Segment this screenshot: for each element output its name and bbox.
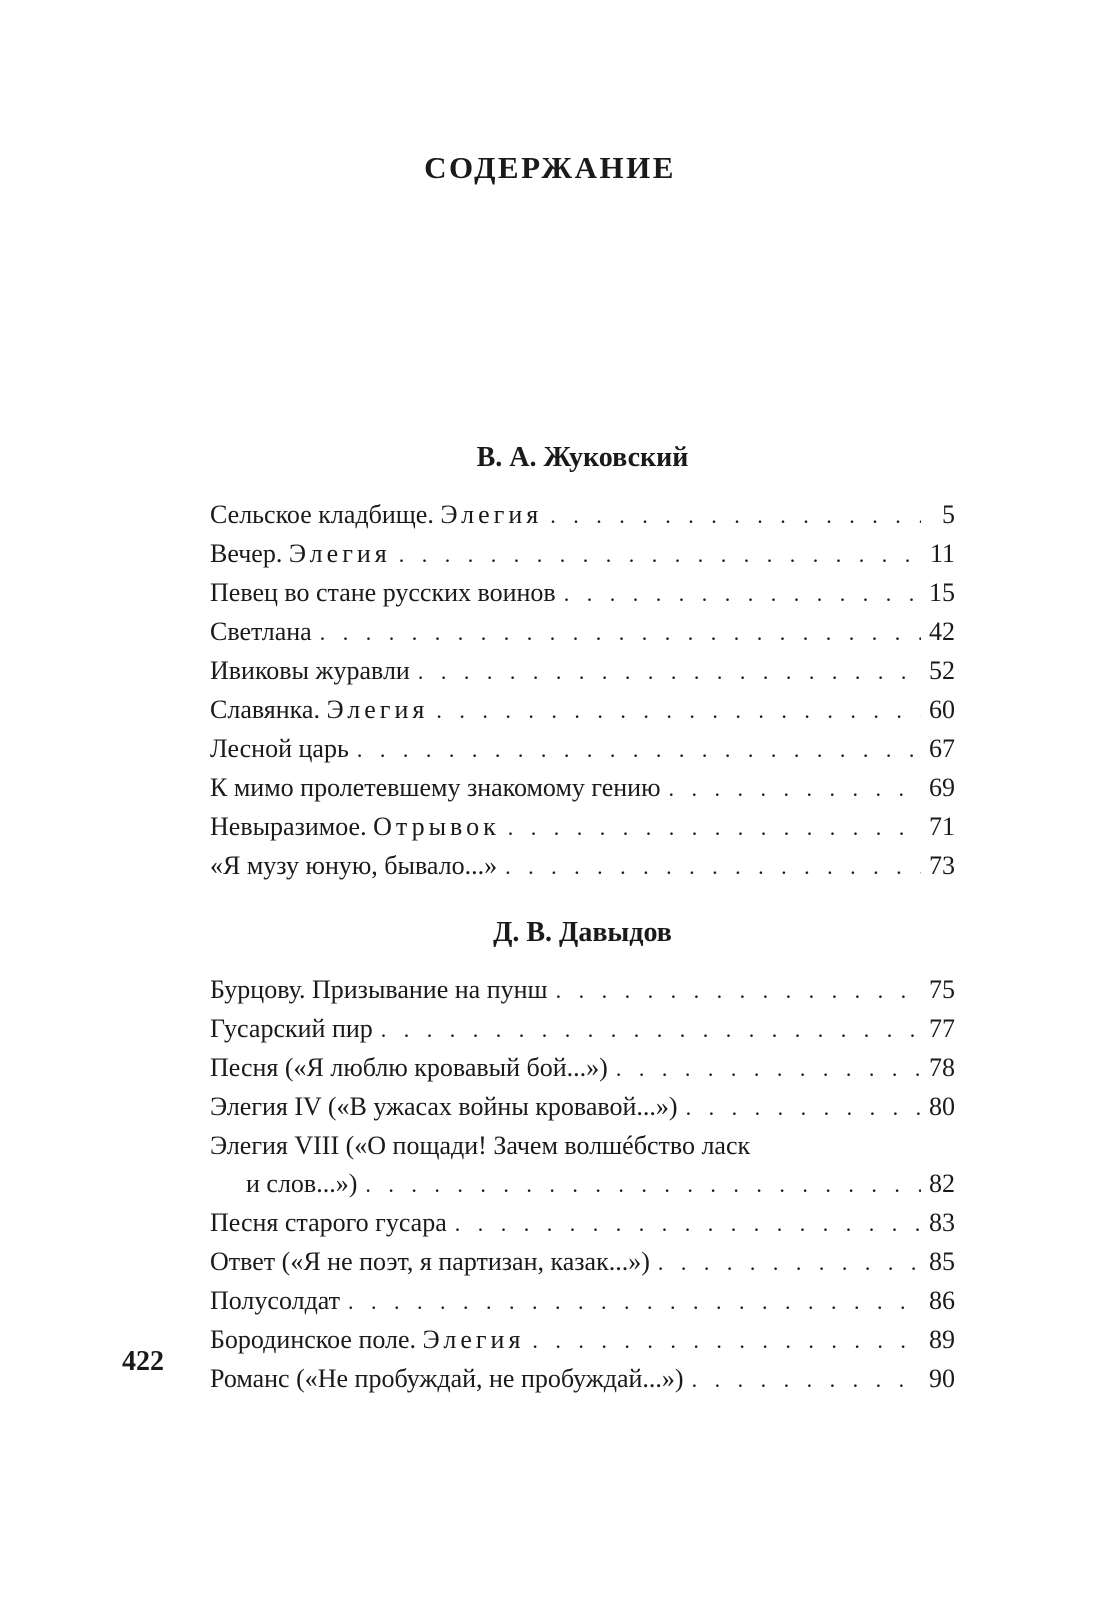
entry-title: Ответ («Я не поэт, я партизан, казак...») bbox=[210, 1247, 650, 1276]
dot-leader bbox=[532, 1322, 921, 1360]
entry-title: Бурцову. Призывание на пунш bbox=[210, 975, 548, 1004]
dot-leader bbox=[436, 692, 921, 730]
entry-title: Гусарский пир bbox=[210, 1014, 373, 1043]
dot-leader bbox=[455, 1205, 921, 1243]
entry-page-number: 42 bbox=[929, 617, 955, 646]
entry-title: Бородинское поле. bbox=[210, 1325, 417, 1354]
entry-title: Ивиковы журавли bbox=[210, 656, 410, 685]
entry-title: Светлана bbox=[210, 617, 312, 646]
entry-page-number: 78 bbox=[929, 1053, 955, 1082]
toc-entry[interactable] bbox=[210, 847, 955, 886]
entry-page-number: 77 bbox=[929, 1014, 955, 1043]
entry-title: Романс («Не пробуждай, не пробуждай...») bbox=[210, 1364, 684, 1393]
entry-title: Невыразимое. bbox=[210, 812, 367, 841]
toc-section-davydov bbox=[210, 914, 955, 1399]
dot-leader bbox=[686, 1089, 921, 1127]
entry-page-number: 60 bbox=[929, 695, 955, 724]
dot-leader bbox=[616, 1050, 921, 1088]
dot-leader bbox=[381, 1011, 921, 1049]
page-title: СОДЕРЖАНИЕ bbox=[424, 150, 676, 185]
toc-entry[interactable] bbox=[210, 1204, 955, 1243]
entry-title: Элегия VIII («О пощади! Зачем волшéбство ласк bbox=[210, 1131, 751, 1160]
entry-title: К мимо пролетевшему знакомому гению bbox=[210, 773, 661, 802]
toc-entry[interactable] bbox=[210, 535, 955, 574]
entry-page-number: 15 bbox=[929, 578, 955, 607]
entry-title-continuation: и слов...») bbox=[246, 1169, 358, 1198]
entry-genre: Элегия bbox=[288, 539, 391, 568]
entry-title: Песня («Я люблю кровавый бой...») bbox=[210, 1053, 608, 1082]
entry-page-number: 5 bbox=[942, 500, 955, 529]
toc-entry[interactable] bbox=[210, 1010, 955, 1049]
entry-genre: Элегия bbox=[440, 500, 543, 529]
dot-leader bbox=[692, 1361, 921, 1399]
entry-title: Славянка. bbox=[210, 695, 320, 724]
entry-page-number: 90 bbox=[929, 1364, 955, 1393]
toc-entry[interactable] bbox=[210, 971, 955, 1010]
dot-leader bbox=[564, 575, 921, 613]
toc-entry[interactable] bbox=[210, 1282, 955, 1321]
entry-genre: Элегия bbox=[326, 695, 429, 724]
dot-leader bbox=[320, 614, 921, 652]
toc-entry[interactable] bbox=[210, 1360, 955, 1399]
dot-leader bbox=[508, 809, 921, 847]
entry-page-number: 80 bbox=[929, 1092, 955, 1121]
toc-entry[interactable] bbox=[210, 730, 955, 769]
section-author: В. А. Жуковский bbox=[476, 442, 689, 473]
entry-genre: Элегия bbox=[422, 1325, 525, 1354]
dot-leader bbox=[348, 1283, 921, 1321]
toc-entry[interactable] bbox=[210, 1088, 955, 1127]
toc-entry[interactable] bbox=[210, 691, 955, 730]
dot-leader bbox=[357, 731, 921, 769]
dot-leader bbox=[505, 848, 921, 886]
toc-entry[interactable] bbox=[210, 1049, 955, 1088]
toc-entry[interactable] bbox=[210, 808, 955, 847]
entry-title: «Я музу юную, бывало...» bbox=[210, 851, 498, 880]
entry-page-number: 52 bbox=[929, 656, 955, 685]
toc-entry[interactable] bbox=[210, 574, 955, 613]
toc-section-zhukovsky bbox=[210, 439, 955, 886]
toc-entry[interactable] bbox=[210, 652, 955, 691]
entry-title: Вечер. bbox=[210, 539, 283, 568]
dot-leader bbox=[418, 653, 921, 691]
entry-page-number: 75 bbox=[929, 975, 955, 1004]
entry-page-number: 85 bbox=[929, 1247, 955, 1276]
dot-leader bbox=[399, 536, 921, 574]
dot-leader bbox=[365, 1166, 921, 1204]
entry-title: Песня старого гусара bbox=[210, 1208, 447, 1237]
toc-entry[interactable] bbox=[210, 496, 955, 535]
toc-entry-multiline[interactable] bbox=[210, 1127, 955, 1204]
entry-title: Певец во стане русских воинов bbox=[210, 578, 556, 607]
page-folio-number: 422 bbox=[122, 1346, 164, 1377]
dot-leader bbox=[556, 972, 921, 1010]
dot-leader bbox=[658, 1244, 921, 1282]
entry-page-number: 71 bbox=[929, 812, 955, 841]
dot-leader bbox=[669, 770, 921, 808]
toc-entry[interactable] bbox=[210, 1243, 955, 1282]
entry-title: Сельское кладбище. bbox=[210, 500, 434, 529]
entry-page-number: 69 bbox=[929, 773, 955, 802]
entry-page-number: 73 bbox=[929, 851, 955, 880]
entry-page-number: 86 bbox=[929, 1286, 955, 1315]
entry-title: Лесной царь bbox=[210, 734, 349, 763]
entry-page-number: 82 bbox=[929, 1169, 955, 1198]
entry-genre: Отрывок bbox=[373, 812, 500, 841]
dot-leader bbox=[550, 497, 921, 535]
entry-title: Элегия IV («В ужасах войны кровавой...») bbox=[210, 1092, 678, 1121]
entry-page-number: 83 bbox=[929, 1208, 955, 1237]
entry-page-number: 11 bbox=[929, 539, 955, 568]
section-author: Д. В. Давыдов bbox=[493, 917, 672, 948]
toc-entry[interactable] bbox=[210, 769, 955, 808]
entry-page-number: 67 bbox=[929, 734, 955, 763]
toc-entry[interactable] bbox=[210, 1321, 955, 1360]
entry-title: Полусолдат bbox=[210, 1286, 341, 1315]
toc-entry[interactable] bbox=[210, 613, 955, 652]
entry-page-number: 89 bbox=[929, 1325, 955, 1354]
